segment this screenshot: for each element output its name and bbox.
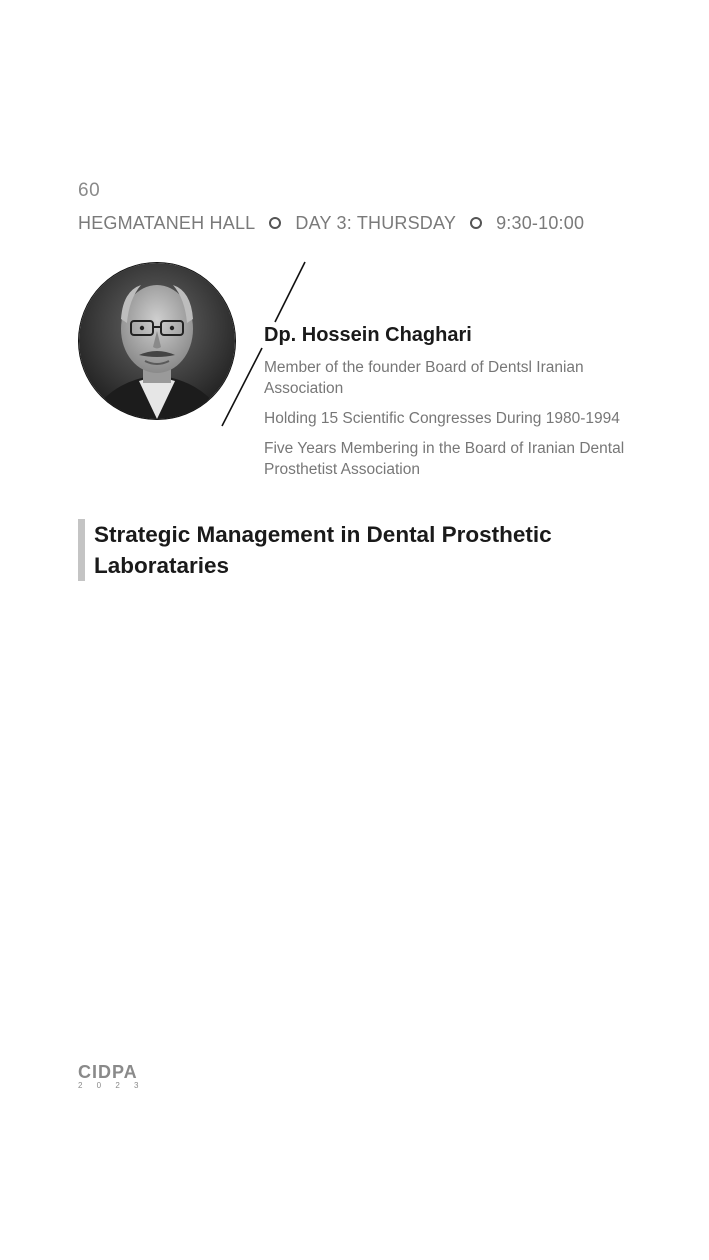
bio-line: Member of the founder Board of Dentsl Iranian Association <box>264 359 584 397</box>
speaker-photo <box>78 262 236 420</box>
cidpa-logo <box>78 1062 150 1090</box>
session-time: 9:30-10:00 <box>496 212 585 233</box>
session-day: DAY 3: THURSDAY <box>295 212 457 233</box>
hall-name: HEGMATANEH HALL <box>78 212 256 233</box>
logo-year: 2 0 2 3 <box>78 1081 145 1090</box>
speaker-bio <box>264 357 644 489</box>
session-info <box>78 211 584 235</box>
separator-circle-icon <box>470 217 482 229</box>
logo-text: CIDPA <box>78 1062 138 1082</box>
bio-line: Five Years Membering in the Board of Iranian Dental Prosthetist Association <box>264 440 625 478</box>
speaker-name: Dp. Hossein Chaghari <box>264 324 472 346</box>
talk-title: Strategic Management in Dental Prosthetic Laborataries <box>78 519 654 581</box>
separator-circle-icon <box>269 217 281 229</box>
bio-line: Holding 15 Scientific Congresses During 1980-1994 <box>264 410 620 427</box>
page-number: 60 <box>78 180 101 201</box>
